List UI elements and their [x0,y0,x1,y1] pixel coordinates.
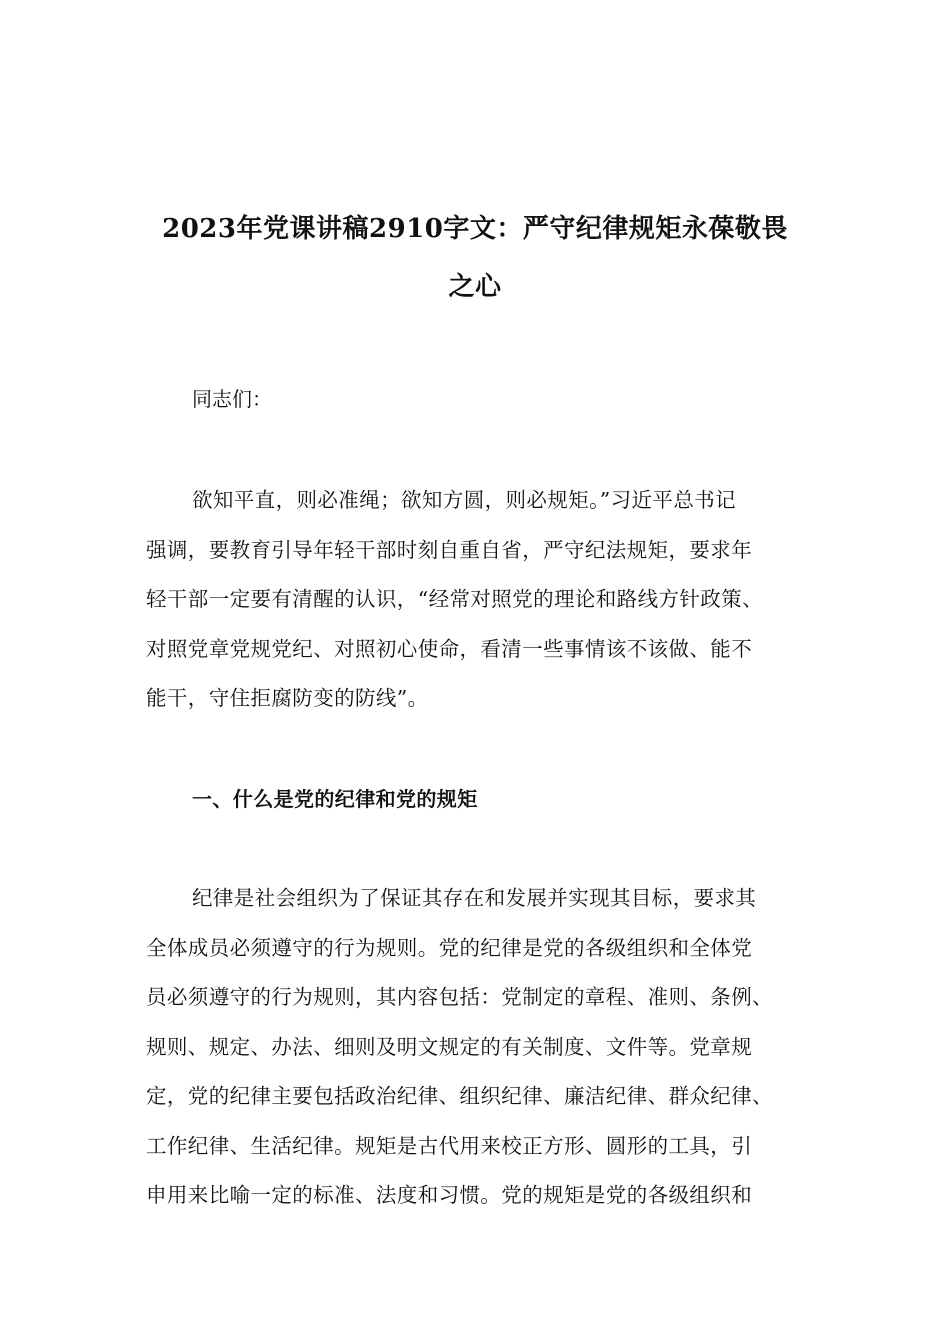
paragraph-line: 纪律是社会组织为了保证其存在和发展并实现其目标，要求其 [192,886,757,910]
paragraph-line: 全体成员必须遵守的行为规则。党的纪律是党的各级组织和全体党 [146,935,753,960]
paragraph-line: 工作纪律、生活纪律。规矩是古代用来校正方形、圆形的工具，引 [146,1133,753,1158]
paragraph-line: 能干，守住拒腐防变的防线”。 [146,686,429,710]
paragraph-line: 规则、规定、办法、细则及明文规定的有关制度、文件等。党章规 [146,1034,753,1059]
title-line-2: 之心 [448,272,502,302]
paragraph-line: 对照党章党规党纪、对照初心使命，看清一些事情该不该做、能不 [146,636,753,661]
paragraph-line: 定，党的纪律主要包括政治纪律、组织纪律、廉洁纪律、群众纪律、 [146,1084,773,1108]
paragraph-line: 欲知平直，则必准绳；欲知方圆，则必规矩。”习近平总书记 [192,488,737,512]
paragraph-2 [146,874,806,1221]
paragraph-line: 申用来比喻一定的标准、法度和习惯。党的规矩是党的各级组织和 [146,1183,753,1207]
paragraph-line: 员必须遵守的行为规则，其内容包括：党制定的章程、准则、条例、 [146,985,773,1009]
section-heading: 一、什么是党的纪律和党的规矩 [192,787,478,811]
paragraph-1 [146,476,806,724]
paragraph-line: 轻干部一定要有清醒的认识，“经常对照党的理论和路线方针政策、 [146,587,763,611]
document-title [140,200,810,316]
greeting: 同志们： [192,387,272,411]
paragraph-line: 强调，要教育引导年轻干部时刻自重自省，严守纪法规矩，要求年 [146,537,753,562]
title-line-1: 2023年党课讲稿2910字文：严守纪律规矩永葆敬畏 [162,214,788,244]
